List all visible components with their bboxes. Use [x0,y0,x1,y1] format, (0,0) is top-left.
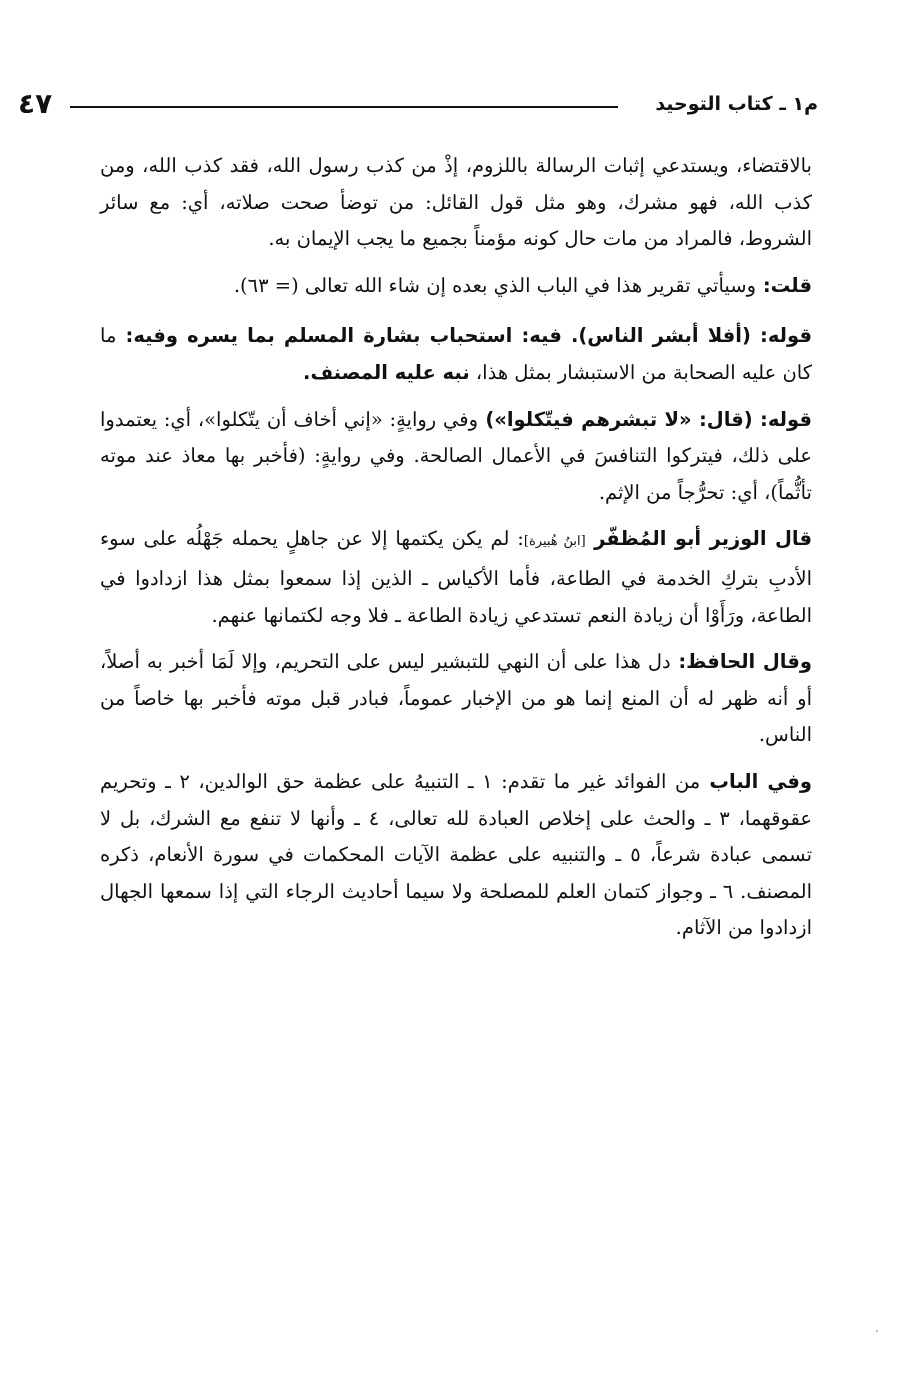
body-text: وفي روايةٍ: «إني أخاف أن يتّكلوا»، أي: يعتمدوا على ذلك، فيتركوا التنافسَ في الأعمال الصالحة. وفي روايةٍ: (فأخبر بها معاذ عند موته تأثُّماً)، أي: تحرُّجاً من الإثم. [100,407,812,504]
paragraph [100,644,812,754]
lead-keyword: قال الوزير أبو المُظفّر [585,527,812,551]
lead-keyword: وقال الحافظ: [670,650,812,674]
body-text: دل هذا على أن النهي للتبشير ليس على التحريم، وإلا لَمَا أخبر به أصلاً، أو أنه ظهر له أن المنع إنما هو من الإخبار عموماً، فبادر قبل موته فأخبر بها خاصاً من الناس. [100,650,812,747]
body-text: من الفوائد غير ما تقدم: ١ ـ التنبيهُ على عظمة حق الوالدين، ٢ ـ وتحريم عقوقهما، ٣ ـ والحث على إخلاص العبادة لله تعالى، ٤ ـ وأنها لا تنفع مع الشرك، بل لا تسمى عبادة شرعاً، ٥ ـ والتنبيه على عظمة الآيات المحكمات في سورة الأنعام، ذكره المصنف. ٦ ـ وجواز كتمان العلم للمصلحة ولا سيما أحاديث الرجاء التي إذا سمعها الجهال ازدادوا من الآثام. [100,769,813,940]
lead-keyword: قلت: [756,273,812,297]
scan-speck [876,1330,878,1332]
body-text: : لم يكن يكتمها إلا عن جاهلٍ يحمله جَهْلُه على سوء الأدبِ بتركِ الخدمة في الطاعة، فأما الأكياس ـ الذين إذا سمعوا بمثل هذا ازدادوا في الطاعة، ورَأَوْا أن زيادة النعم تستدعي زيادة الطاعة ـ فلا وجه لكتمانها عنهم. [100,527,812,627]
page-number: ٤٧ [18,87,53,120]
paragraph [100,268,812,305]
lead-keyword: قوله: [750,324,812,348]
body-text: بالاقتضاء، ويستدعي إثبات الرسالة باللزوم، إذْ من كذب رسول الله، فقد كذب الله، ومن كذب الله، فهو مشرك، وهو مثل قول القائل: من توضأ صحت صلاته، أي: مع سائر الشروط، فالمراد من مات حال كونه مؤمناً بجميع ما يجب الإيمان به. [100,154,812,251]
page-header [18,86,818,126]
lead-keyword: وفيه: [116,324,178,348]
paragraph [100,402,812,512]
paragraph [100,148,812,258]
lead-keyword: قوله: [752,407,812,431]
paragraph [100,521,812,634]
body-text: ما كان عليه الصحابة من الاستبشار بمثل هذا، [100,324,812,384]
main-text [100,148,812,957]
body-text: وسيأتي تقرير هذا في الباب الذي بعده إن شاء الله تعالى (= ٦٣). [233,273,757,297]
bracket-note: [ابنُ هُبيرة] [523,534,586,550]
bold-text: (قال: «لا تبشرهم فيتّكلوا») [477,407,753,431]
running-title: م١ ـ كتاب التوحيد [655,93,818,115]
paragraph [100,764,812,947]
bold-text: (أفلا أبشر الناس). فيه: استحباب بشارة المسلم بما يسره [178,324,751,348]
lead-keyword: وفي الباب [700,769,812,793]
bold-text: نبه عليه المصنف. [303,360,470,384]
paragraph [100,318,812,391]
header-rule [70,106,618,108]
